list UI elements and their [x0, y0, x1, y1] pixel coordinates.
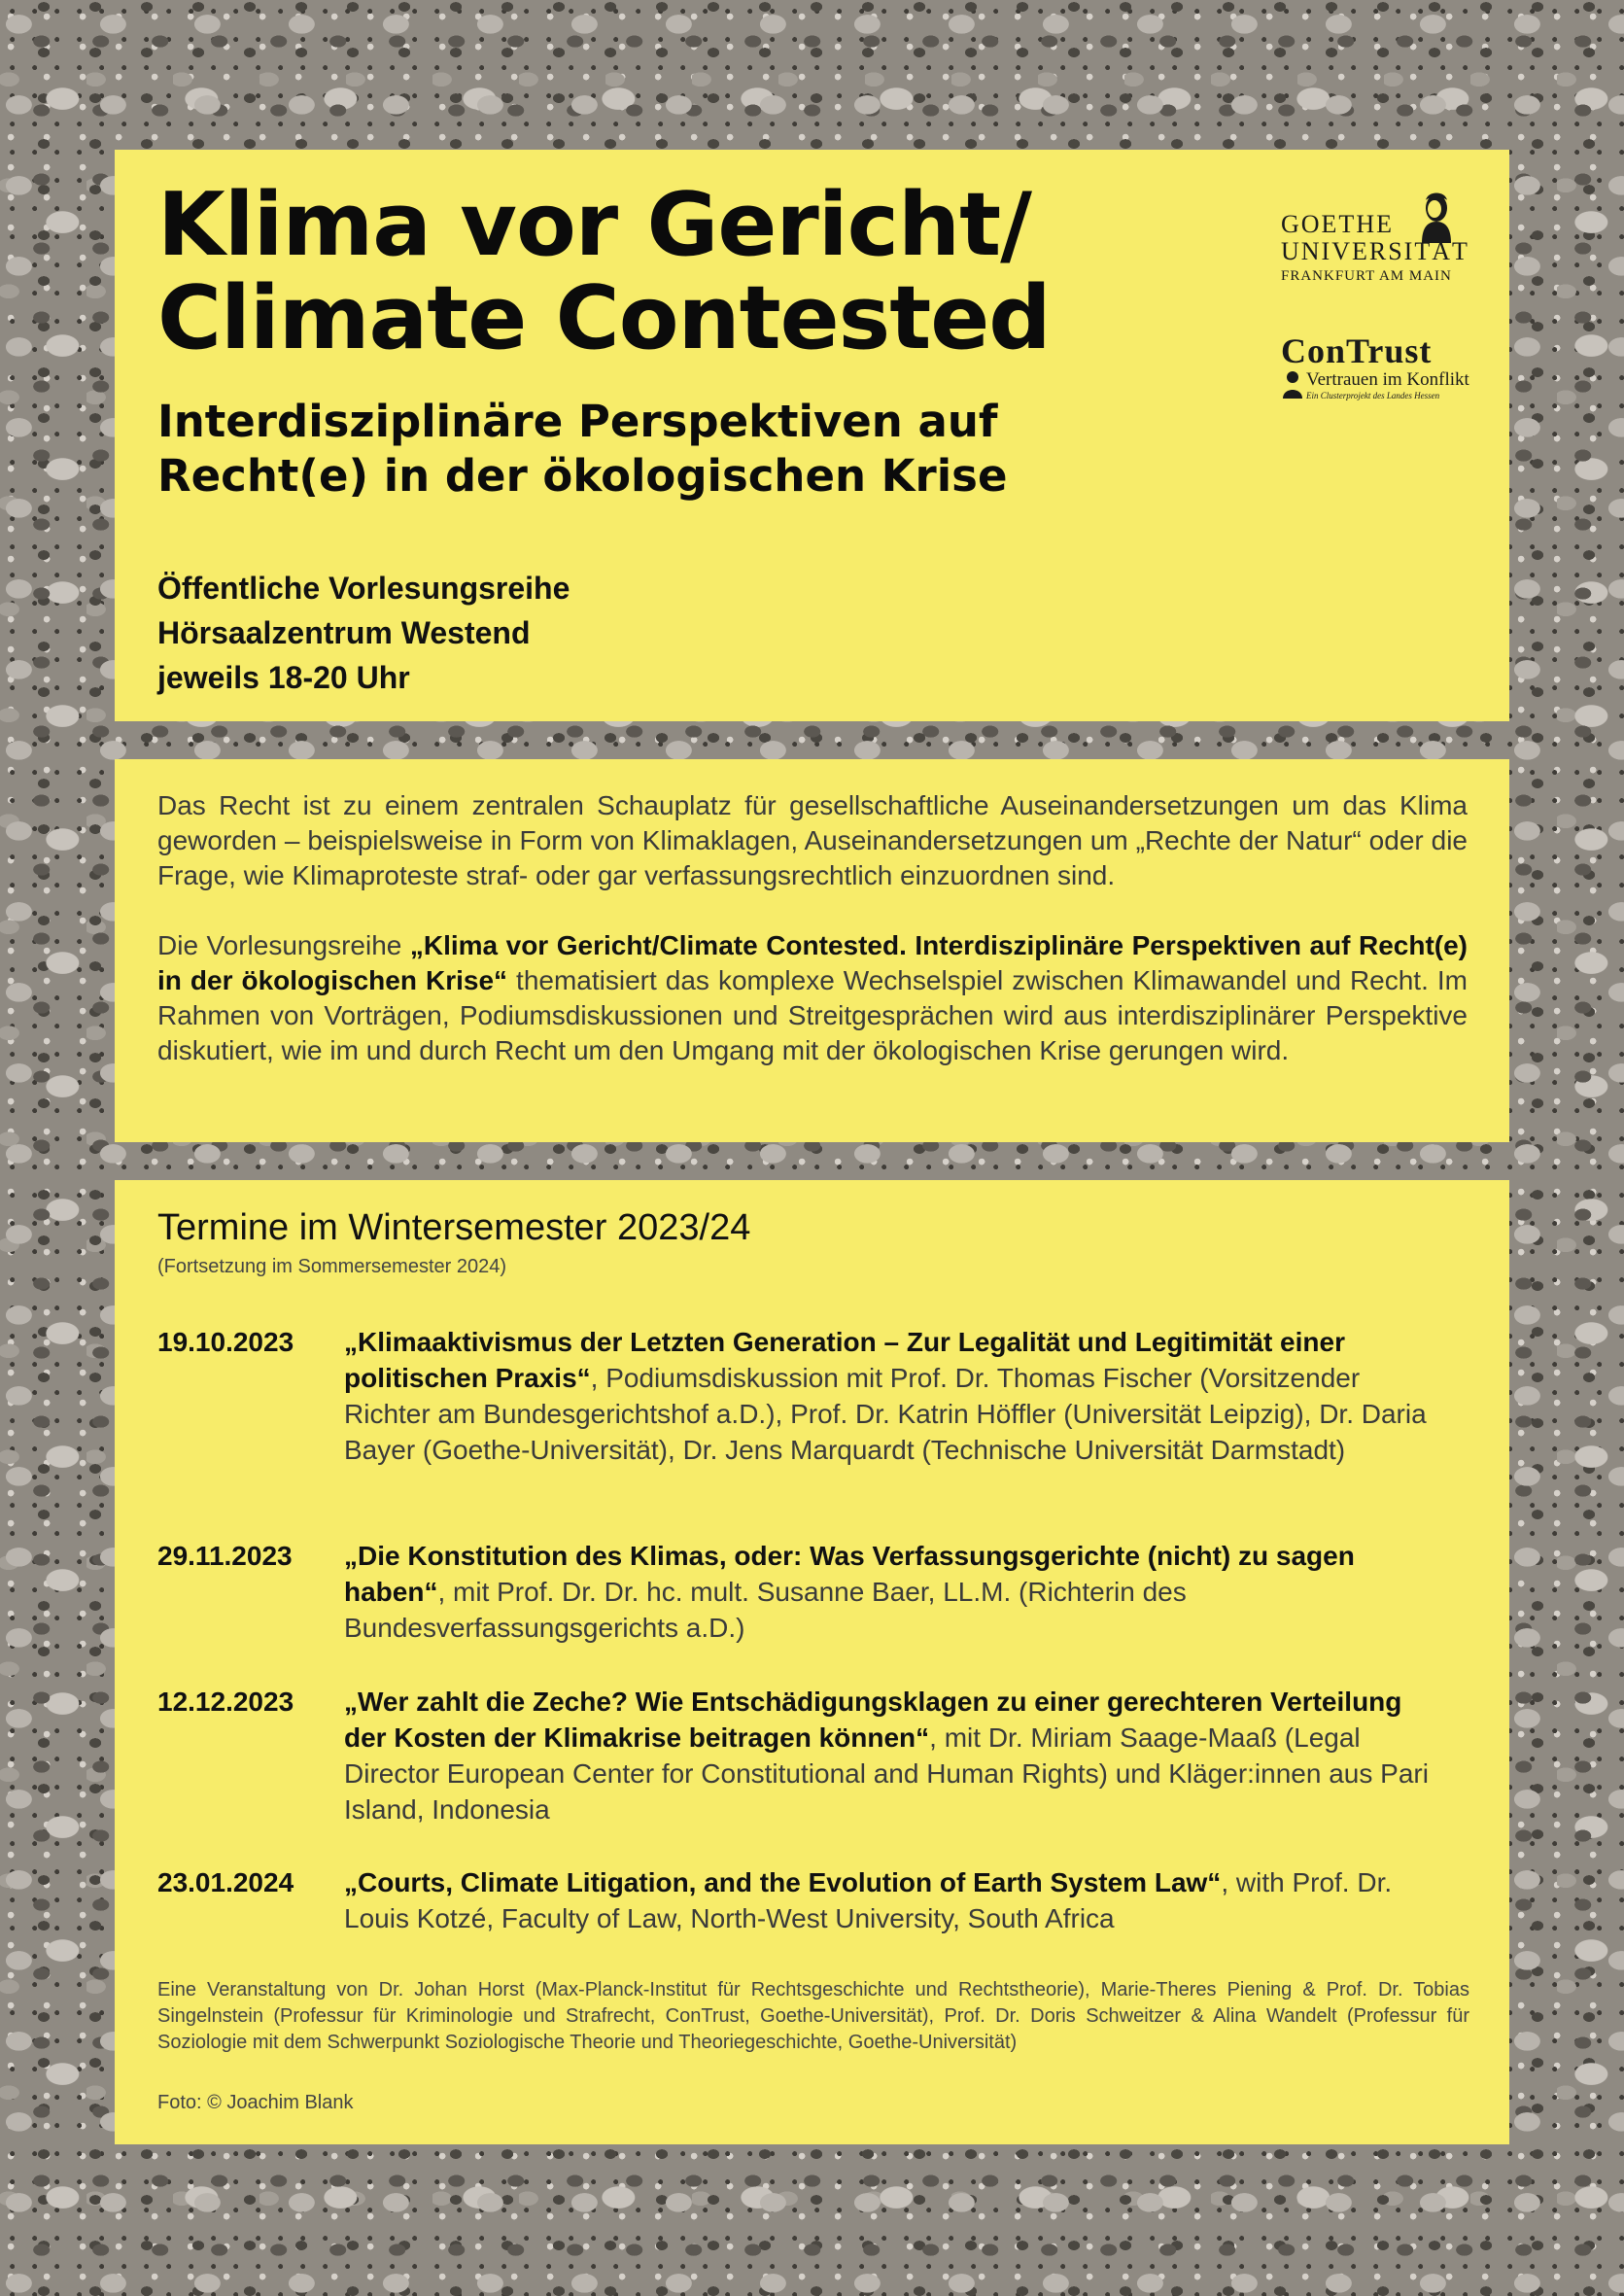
title-line-1: Klima vor Gericht/ — [157, 174, 1031, 276]
info-series: Öffentliche Vorlesungsreihe — [157, 571, 570, 606]
schedule-note: (Fortsetzung im Sommersemester 2024) — [157, 1256, 507, 1277]
event-description — [344, 1324, 1442, 1468]
event-info — [157, 566, 570, 700]
intro-p2-end: thematisiert das komplexe Wechselspiel zwischen Klimawandel und Recht. Im Rahmen von Vorträgen, Podiumsdiskussionen und Streitgesprächen wird aus interdisziplinärer Perspektive diskutiert, wie im und durch Recht um den Umgang mit der ökologischen Krise gerungen wird. — [157, 965, 1468, 1065]
poster-subtitle — [157, 395, 1007, 504]
organizers-note: Eine Veranstaltung von Dr. Johan Horst (Max-Planck-Institut für Rechtsgeschichte und Rechtstheorie), Marie-Theres Piening & Prof. Dr. Tobias Singelnstein (Professur für Kriminologie und Strafrecht, ConTrust, Goethe-Universität), Prof. Dr. Doris Schweitzer & Alina Wandelt (Professur für Soziologie mit dem Schwerpunkt Soziologische Theorie und Theoriegeschichte, Goethe-Universität) — [157, 1979, 1469, 2053]
goethe-university-logo — [1281, 189, 1475, 296]
event-date: 29.11.2023 — [157, 1541, 293, 1571]
schedule-panel — [115, 1180, 1509, 2144]
intro-p2-bold: „Klima vor Gericht/Climate Contested. Interdisziplinäre Perspektiven auf Recht(e) in der ökologischen Krise“ — [157, 930, 1468, 995]
event-date: 12.12.2023 — [157, 1687, 294, 1717]
schedule-heading: Termine im Wintersemester 2023/24 — [157, 1207, 751, 1248]
event-description — [344, 1864, 1442, 1936]
intro-paragraph-2 — [157, 928, 1468, 1068]
goethe-line-3: FRANKFURT AM MAIN — [1281, 268, 1452, 284]
event-title: „Wer zahlt die Zeche? Wie Entschädigungsklagen zu einer gerechteren Verteilung der Kosten der Klimakrise beitragen können“ — [344, 1687, 1402, 1753]
photo-credit: Foto: © Joachim Blank — [157, 2092, 354, 2113]
contrust-name: ConTrust — [1281, 331, 1433, 370]
info-venue: Hörsaalzentrum Westend — [157, 615, 531, 650]
event-description — [344, 1684, 1442, 1827]
event-description — [344, 1538, 1442, 1646]
event-title: „Klimaaktivismus der Letzten Generation – Zur Legalität und Legitimität einer politischen Praxis“ — [344, 1327, 1345, 1393]
poster-title — [157, 174, 1051, 369]
contrust-figure-icon — [1281, 369, 1304, 399]
title-line-2: Climate Contested — [157, 267, 1051, 369]
event-title: „Die Konstitution des Klimas, oder: Was Verfassungsgerichte (nicht) zu sagen haben“ — [344, 1541, 1355, 1607]
event-date: 19.10.2023 — [157, 1327, 294, 1357]
subtitle-line-2: Recht(e) in der ökologischen Krise — [157, 450, 1008, 502]
event-details: , mit Prof. Dr. Dr. hc. mult. Susanne Baer, LL.M. (Richterin des Bundesverfassungsgerichts a.D.) — [344, 1577, 1187, 1643]
goethe-line-2: UNIVERSITÄT — [1281, 237, 1469, 265]
event-date: 23.01.2024 — [157, 1867, 294, 1897]
event-title: „Courts, Climate Litigation, and the Evolution of Earth System Law“ — [344, 1867, 1222, 1897]
goethe-portrait-icon — [1412, 189, 1461, 243]
subtitle-line-1: Interdisziplinäre Perspektiven auf — [157, 396, 998, 447]
intro-panel — [115, 759, 1509, 1142]
event-details: , with Prof. Dr. Louis Kotzé, Faculty of Law, North-West University, South Africa — [344, 1867, 1393, 1933]
contrust-logo — [1281, 330, 1485, 408]
contrust-tagline: Vertrauen im Konflikt — [1306, 369, 1469, 390]
event-details: , Podiumsdiskussion mit Prof. Dr. Thomas Fischer (Vorsitzender Richter am Bundesgerichtshof a.D.), Prof. Dr. Katrin Höffler (Universität Leipzig), Dr. Daria Bayer (Goethe-Universität), Dr. Jens Marquardt (Technische Universität Darmstadt) — [344, 1363, 1427, 1465]
info-time: jeweils 18-20 Uhr — [157, 660, 410, 695]
intro-p2-start: Die Vorlesungsreihe — [157, 930, 410, 960]
contrust-small: Ein Clusterprojekt des Landes Hessen — [1306, 391, 1440, 400]
intro-paragraph-1: Das Recht ist zu einem zentralen Schauplatz für gesellschaftliche Auseinandersetzungen um das Klima geworden – beispielsweise in Form von Klimaklagen, Auseinandersetzungen um „Rechte der Natur“ oder die Frage, wie Klimaproteste straf- oder gar verfassungsrechtlich einzuordnen sind. — [157, 790, 1468, 890]
event-details: , mit Dr. Miriam Saage-Maaß (Legal Director European Center for Constitutional and Human Rights) und Kläger:innen aus Pari Island, Indonesia — [344, 1722, 1429, 1825]
intro-text — [157, 788, 1468, 1103]
header-panel — [115, 150, 1509, 721]
goethe-line-1: GOETHE — [1281, 210, 1394, 238]
